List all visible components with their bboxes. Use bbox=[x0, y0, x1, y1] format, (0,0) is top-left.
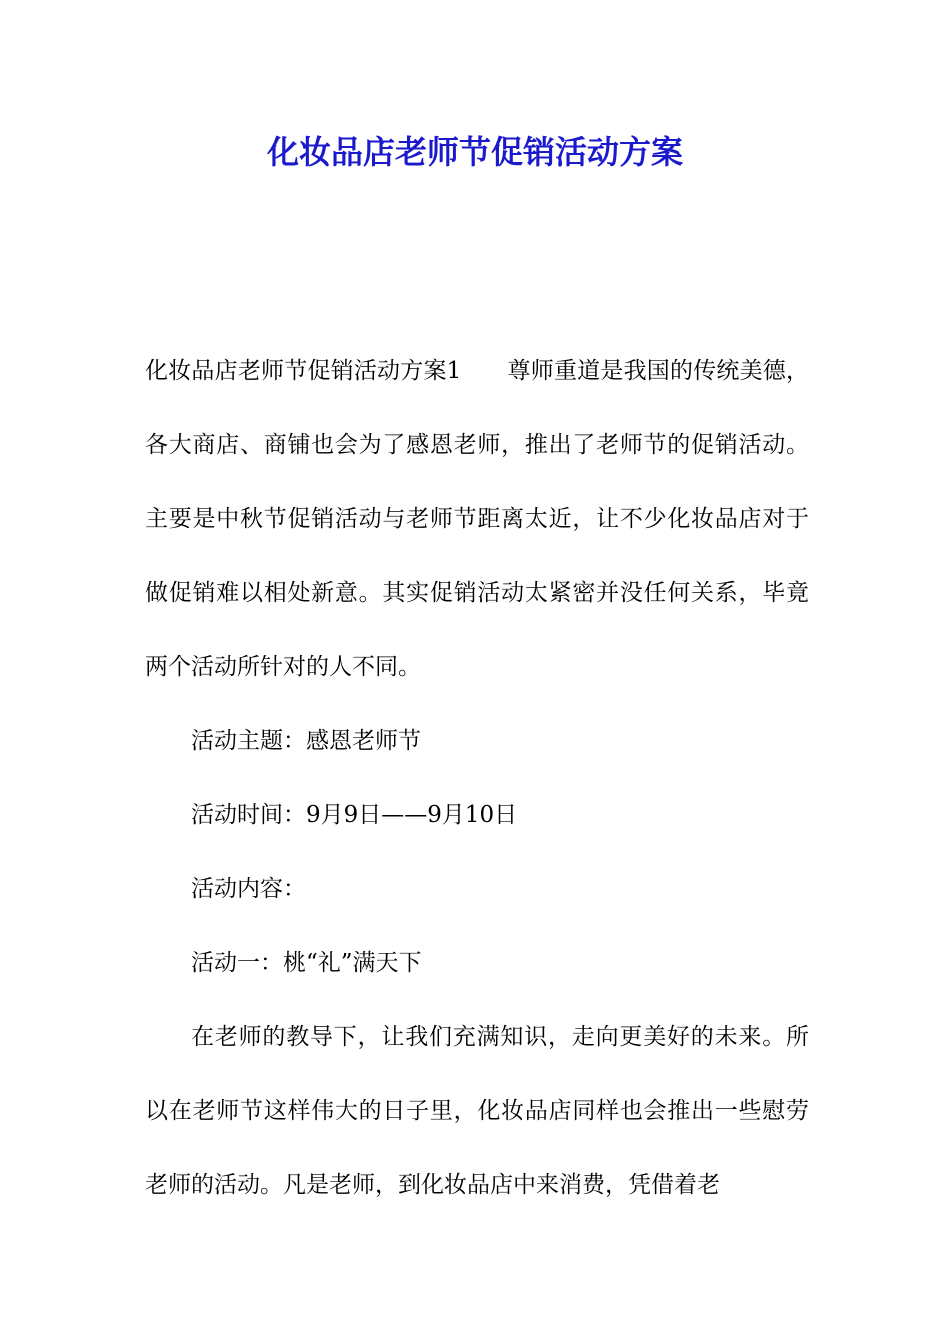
intro-lead: 化妆品店老师节促销活动方案1 bbox=[145, 358, 462, 384]
intro-text: 尊师重道是我国的传统美德，各大商店、商铺也会为了感恩老师，推出了老师节的促销活动。主要是中秋节促销活动与老师节距离太近，让不少化妆品店对于做促销难以相处新意。其实促销活动太紧密并没任何关系，毕竟两个活动所针对的人不同。 bbox=[145, 358, 810, 680]
document-body bbox=[145, 334, 809, 1222]
document-title: 化妆品店老师节促销活动方案 bbox=[266, 133, 683, 171]
activity-theme: 活动主题：感恩老师节 bbox=[191, 728, 421, 754]
activity-time: 活动时间：9月9日——9月10日 bbox=[191, 802, 518, 828]
activity-content-heading: 活动内容： bbox=[191, 876, 306, 902]
intro-paragraph bbox=[145, 334, 809, 704]
activity-one-heading: 活动一：桃“礼”满天下 bbox=[191, 950, 422, 976]
activity-one-paragraph: 在老师的教导下，让我们充满知识，走向更美好的未来。所以在老师节这样伟大的日子里，化妆品店同样也会推出一些慰劳老师的活动。凡是老师，到化妆品店中来消费，凭借着老 bbox=[145, 1024, 809, 1198]
